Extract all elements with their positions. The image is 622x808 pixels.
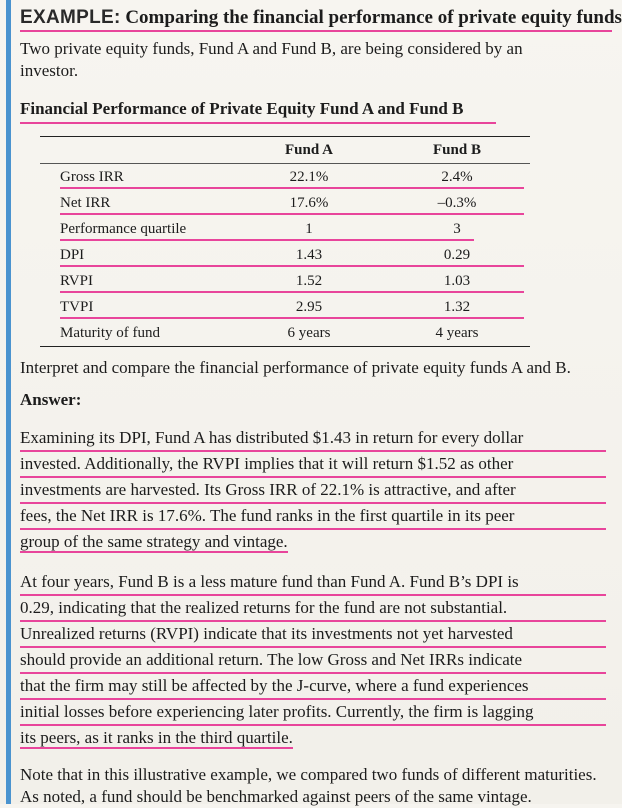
text-line: invested. Additionally, the RVPI implies that it will return $1.52 as other xyxy=(20,452,606,478)
highlighted-text: its peers, as it ranks in the third quartile. xyxy=(20,728,293,747)
text-line: initial losses before experiencing later profits. Currently, the firm is lagging xyxy=(20,700,606,726)
row-highlight xyxy=(60,187,524,189)
performance-table xyxy=(40,136,530,347)
row-label: DPI xyxy=(60,246,85,263)
col-header-fund-a: Fund A xyxy=(285,142,333,158)
text-line: At four years, Fund B is a less mature fund than Fund A. Fund B’s DPI is xyxy=(20,570,606,596)
text-line: investments are harvested. Its Gross IRR of 22.1% is attractive, and after xyxy=(20,478,606,504)
table-title: Financial Performance of Private Equity Fund A and Fund B xyxy=(20,99,464,118)
row-highlight xyxy=(60,239,474,241)
table-title-highlight xyxy=(20,122,496,124)
table-row xyxy=(40,216,530,242)
intro-text: Two private equity funds, Fund A and Fund B, are being considered by an investor. xyxy=(20,39,523,80)
text-line: Examining its DPI, Fund A has distributed $1.43 in return for every dollar xyxy=(20,426,606,452)
fund-a-value: 6 years xyxy=(287,324,331,341)
row-highlight xyxy=(60,317,524,319)
row-highlight xyxy=(60,213,524,215)
col-header-fund-b: Fund B xyxy=(433,142,481,158)
text-line: fees, the Net IRR is 17.6%. The fund ranks in the first quartile in its peer xyxy=(20,504,606,530)
fund-b-value: –0.3% xyxy=(437,194,477,211)
fund-b-value: 2.4% xyxy=(441,168,473,185)
row-label: Performance quartile xyxy=(60,220,187,237)
row-label: Net IRR xyxy=(60,194,111,211)
fund-b-value: 1.32 xyxy=(443,298,471,315)
fund-a-value: 2.95 xyxy=(295,298,323,315)
highlighted-text: group of the same strategy and vintage. xyxy=(20,532,288,551)
table-row xyxy=(40,320,530,346)
row-label: TVPI xyxy=(60,298,94,315)
table-row xyxy=(40,190,530,216)
table-bottom-rule xyxy=(40,346,530,348)
text-line xyxy=(20,530,606,554)
example-title: Comparing the financial performance of private equity funds xyxy=(125,7,622,28)
text-line: that the firm may still be affected by the J-curve, where a fund experiences xyxy=(20,674,606,700)
fund-a-value: 1.43 xyxy=(295,246,323,263)
fund-b-value: 3 xyxy=(453,220,461,237)
row-label: Maturity of fund xyxy=(60,324,160,341)
text-line: 0.29, indicating that the realized returns for the fund are not substantial. xyxy=(20,596,606,622)
question-text: Interpret and compare the financial performance of private equity funds A and B. xyxy=(20,358,571,377)
fund-a-value: 22.1% xyxy=(289,168,329,185)
fund-b-value: 4 years xyxy=(435,324,479,341)
note-paragraph: Note that in this illustrative example, we compared two funds of different maturities. As noted, a fund should be benchmarked against peers of the same vintage. xyxy=(20,765,597,806)
table-row xyxy=(40,268,530,294)
table-row xyxy=(40,294,530,320)
text-line: Unrealized returns (RVPI) indicate that its investments not yet harvested xyxy=(20,622,606,648)
example-heading xyxy=(20,4,622,32)
text-line: should provide an additional return. The low Gross and Net IRRs indicate xyxy=(20,648,606,674)
fund-a-value: 1 xyxy=(305,220,313,237)
answer-paragraph-1 xyxy=(20,426,606,554)
fund-a-value: 1.52 xyxy=(295,272,323,289)
fund-b-value: 1.03 xyxy=(443,272,471,289)
example-label: EXAMPLE: xyxy=(20,7,121,28)
fund-b-value: 0.29 xyxy=(443,246,471,263)
answer-heading: Answer: xyxy=(20,390,82,409)
row-highlight xyxy=(60,291,524,293)
text-line xyxy=(20,726,606,750)
row-label: Gross IRR xyxy=(60,168,124,185)
answer-paragraph-2 xyxy=(20,570,606,750)
left-accent-bar xyxy=(6,0,11,804)
fund-a-value: 17.6% xyxy=(289,194,329,211)
row-label: RVPI xyxy=(60,272,93,289)
example-box xyxy=(20,4,622,808)
table-row xyxy=(40,164,530,190)
table-header-row xyxy=(40,137,530,163)
table-row xyxy=(40,242,530,268)
row-highlight xyxy=(60,265,524,267)
